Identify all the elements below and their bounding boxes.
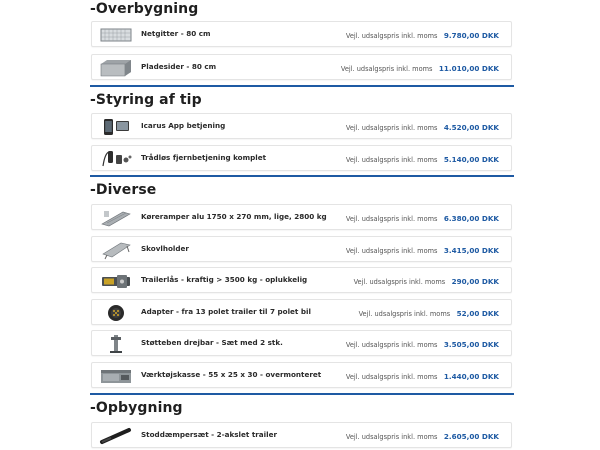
- product-name: Netgitter - 80 cm: [141, 29, 211, 38]
- price-label: Vejl. udsalgspris inkl. moms: [345, 247, 438, 255]
- price-box: [346, 22, 499, 48]
- product-row[interactable]: [91, 54, 512, 80]
- product-price: 4.520,00 DKK: [443, 123, 499, 132]
- product-row[interactable]: [91, 362, 512, 388]
- price-label: Vejl. udsalgspris inkl. moms: [345, 124, 438, 132]
- price-label: Vejl. udsalgspris inkl. moms: [345, 215, 438, 223]
- toolbox-icon: [99, 365, 133, 386]
- price-box: [346, 205, 499, 231]
- price-label: Vejl. udsalgspris inkl. moms: [345, 156, 438, 164]
- section-title-styring-af-tip: -Styring af tip: [90, 92, 202, 108]
- side-panel-icon: [99, 57, 133, 78]
- section-title-diverse: -Diverse: [90, 182, 157, 198]
- price-label: Vejl. udsalgspris inkl. moms: [340, 65, 433, 73]
- product-name: Værktøjskasse - 55 x 25 x 30 - overmonteret: [141, 370, 322, 379]
- product-row[interactable]: [91, 330, 512, 356]
- plug-adapter-icon: [99, 302, 133, 323]
- product-name: Støtteben drejbar - Sæt med 2 stk.: [141, 338, 283, 347]
- section-divider: [90, 85, 514, 87]
- product-row[interactable]: [91, 267, 512, 293]
- product-row[interactable]: [91, 113, 512, 139]
- price-box: [346, 114, 499, 140]
- product-row[interactable]: [91, 299, 512, 325]
- product-name: Trailerlås - kraftig > 3500 kg - oplukkelig: [141, 275, 308, 284]
- product-price: 3.415,00 DKK: [443, 246, 499, 255]
- product-price: 9.780,00 DKK: [443, 31, 499, 40]
- product-price: 290,00 DKK: [451, 277, 499, 286]
- product-price: 52,00 DKK: [456, 309, 499, 318]
- price-label: Vejl. udsalgspris inkl. moms: [345, 433, 438, 441]
- shock-absorber-icon: [99, 425, 133, 446]
- product-row[interactable]: [91, 145, 512, 171]
- price-box: [346, 237, 499, 263]
- support-leg-icon: [99, 333, 133, 354]
- price-box: [346, 423, 499, 449]
- product-price: 6.380,00 DKK: [443, 214, 499, 223]
- remote-control-icon: [99, 148, 133, 169]
- section-title-opbygning: -Opbygning: [90, 400, 183, 416]
- price-box: [346, 331, 499, 357]
- product-name: Køreramper alu 1750 x 270 mm, lige, 2800 kg: [141, 212, 327, 221]
- price-label: Vejl. udsalgspris inkl. moms: [345, 341, 438, 349]
- product-name: Stoddæmpersæt - 2-akslet trailer: [141, 430, 278, 439]
- product-price: 3.505,00 DKK: [443, 340, 499, 349]
- price-box: [346, 363, 499, 389]
- product-row[interactable]: [91, 422, 512, 448]
- product-price: 2.605,00 DKK: [443, 432, 499, 441]
- ramp-icon: [99, 207, 133, 228]
- price-label: Vejl. udsalgspris inkl. moms: [353, 278, 446, 286]
- price-label: Vejl. udsalgspris inkl. moms: [345, 373, 438, 381]
- section-divider: [90, 175, 514, 177]
- phone-app-icon: [99, 116, 133, 137]
- product-name: Adapter - fra 13 polet trailer til 7 polet bil: [141, 307, 311, 316]
- price-label: Vejl. udsalgspris inkl. moms: [358, 310, 451, 318]
- product-price: 5.140,00 DKK: [443, 155, 499, 164]
- product-row[interactable]: [91, 21, 512, 47]
- price-label: Vejl. udsalgspris inkl. moms: [345, 32, 438, 40]
- product-name: Pladesider - 80 cm: [141, 62, 217, 71]
- price-box: [341, 55, 499, 81]
- section-divider: [90, 393, 514, 395]
- product-price: 11.010,00 DKK: [438, 64, 499, 73]
- price-box: [359, 300, 499, 326]
- section-title-overbygning: -Overbygning: [90, 1, 199, 17]
- product-row[interactable]: [91, 236, 512, 262]
- product-row[interactable]: [91, 204, 512, 230]
- price-box: [354, 268, 499, 294]
- price-box: [346, 146, 499, 172]
- shovel-holder-icon: [99, 239, 133, 260]
- mesh-panel-icon: [99, 24, 133, 45]
- product-price: 1.440,00 DKK: [443, 372, 499, 381]
- product-name: Icarus App betjening: [141, 121, 226, 130]
- trailer-lock-icon: [99, 270, 133, 291]
- product-name: Skovlholder: [141, 244, 189, 253]
- product-name: Trådløs fjernbetjening komplet: [141, 153, 267, 162]
